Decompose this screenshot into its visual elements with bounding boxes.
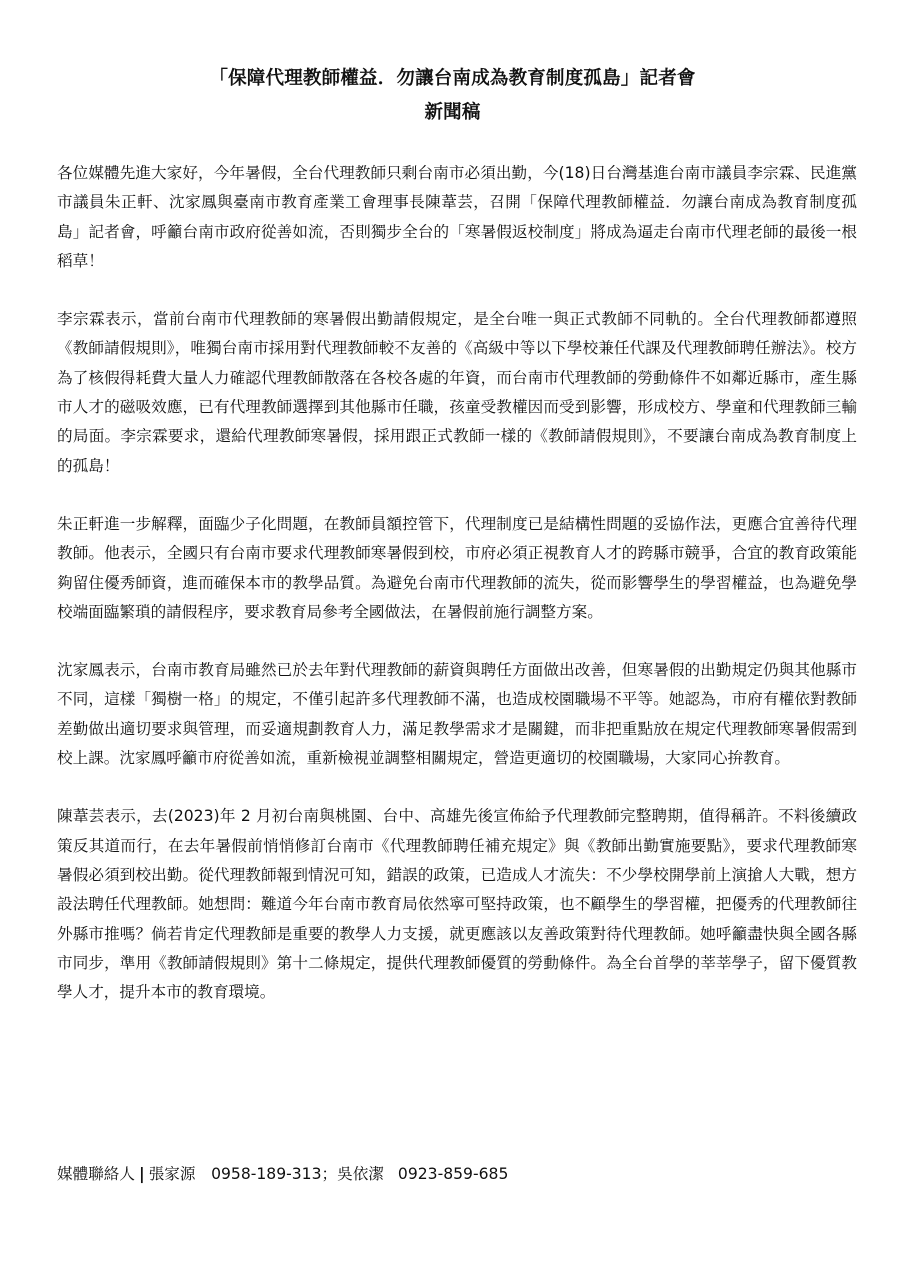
paragraph-chen-weiyun: 陳葦芸表示，去(2023)年 2 月初台南與桃園、台中、高雄先後宣佈給予代理教師完整聘期，值得稱許。不料後續政策反其道而行，在去年暑假前悄悄修訂台南市《代理教師聘任補充規定》與《教師出勤實施要點》，要求代理教師寒暑假必須到校出勤。從代理教師報到情況可知，錯誤的政策，已造成人才流失：不少學校開學前上演搶人大戰，想方設法聘任代理教師。她想問：難道今年台南市教育局依然寧可堅持政策，也不顧學生的學習權，把優秀的代理教師往外縣市推嗎？倘若肯定代理教師是重要的教學人力支援，就更應該以友善政策對待代理教師。她呼籲盡快與全國各縣市同步，準用《教師請假規則》第十二條規定，提供代理教師優質的勞動條件。為全台首學的莘莘學子，留下優質教學人才，提升本市的教育環境。 xyxy=(57,807,857,1002)
contact-label: 媒體聯絡人 xyxy=(57,1165,135,1183)
contact-separator: | xyxy=(138,1165,145,1183)
paragraph-li-zonglin: 李宗霖表示，當前台南市代理教師的寒暑假出勤請假規定，是全台唯一與正式教師不同軌的。全台代理教師都遵照《教師請假規則》，唯獨台南市採用對代理教師較不友善的《高級中等以下學校兼任代課及代理教師聘任辦法》。校方為了核假得耗費大量人力確認代理教師散落在各校各處的年資，而台南市代理教師的勞動條件不如鄰近縣市，產生縣市人才的磁吸效應，已有代理教師選擇到其他縣市任職，孩童受教權因而受到影響，形成校方、學童和代理教師三輸的局面。李宗霖要求，還給代理教師寒暑假，採用跟正式教師一樣的《教師請假規則》，不要讓台南成為教育制度上的孤島！ xyxy=(57,310,857,475)
page-subtitle: 新聞稿 xyxy=(424,102,481,123)
paragraph-intro: 各位媒體先進大家好，今年暑假，全台代理教師只剩台南市必須出勤，今(18)日台灣基進台南市議員李宗霖、民進黨市議員朱正軒、沈家鳳與臺南市教育產業工會理事長陳葦芸，召開「保障代理教師權益．勿讓台南成為教育制度孤島」記者會，呼籲台南市政府從善如流，否則獨步全台的「寒暑假返校制度」將成為逼走台南市代理老師的最後一根稻草！ xyxy=(57,164,857,270)
contact-phone-2: 0923-859-685 xyxy=(397,1165,509,1183)
paragraph-shen-jiafeng: 沈家鳳表示，台南市教育局雖然已於去年對代理教師的薪資與聘任方面做出改善，但寒暑假的出勤規定仍與其他縣市不同，這樣「獨樹一格」的規定，不僅引起許多代理教師不滿，也造成校園職場不平等。她認為，市府有權依對教師差勤做出適切要求與管理，而妥適規劃教育人力，滿足教學需求才是關鍵，而非把重點放在規定代理教師寒暑假需到校上課。沈家鳳呼籲市府從善如流，重新檢視並調整相關規定，營造更適切的校園職場，大家同心拚教育。 xyxy=(57,661,857,768)
paragraph-zhu-zhengxuan: 朱正軒進一步解釋，面臨少子化問題，在教師員額控管下，代理制度已是結構性問題的妥協作法，更應合宜善待代理教師。他表示，全國只有台南市要求代理教師寒暑假到校，市府必須正視教育人才的跨縣市競爭，合宜的教育政策能夠留住優秀師資，進而確保本市的教學品質。為避免台南市代理教師的流失，從而影響學生的學習權益，也為避免學校端面臨繁瑣的請假程序，要求教育局參考全國做法，在暑假前施行調整方案。 xyxy=(57,514,857,621)
page-title: 「保障代理教師權益．勿讓台南成為教育制度孤島」記者會 xyxy=(209,68,696,89)
media-contact xyxy=(57,1162,508,1186)
contact-person-1: 張家源 0958-189-313；吳依潔 xyxy=(148,1165,384,1183)
press-release-body xyxy=(57,159,857,1036)
